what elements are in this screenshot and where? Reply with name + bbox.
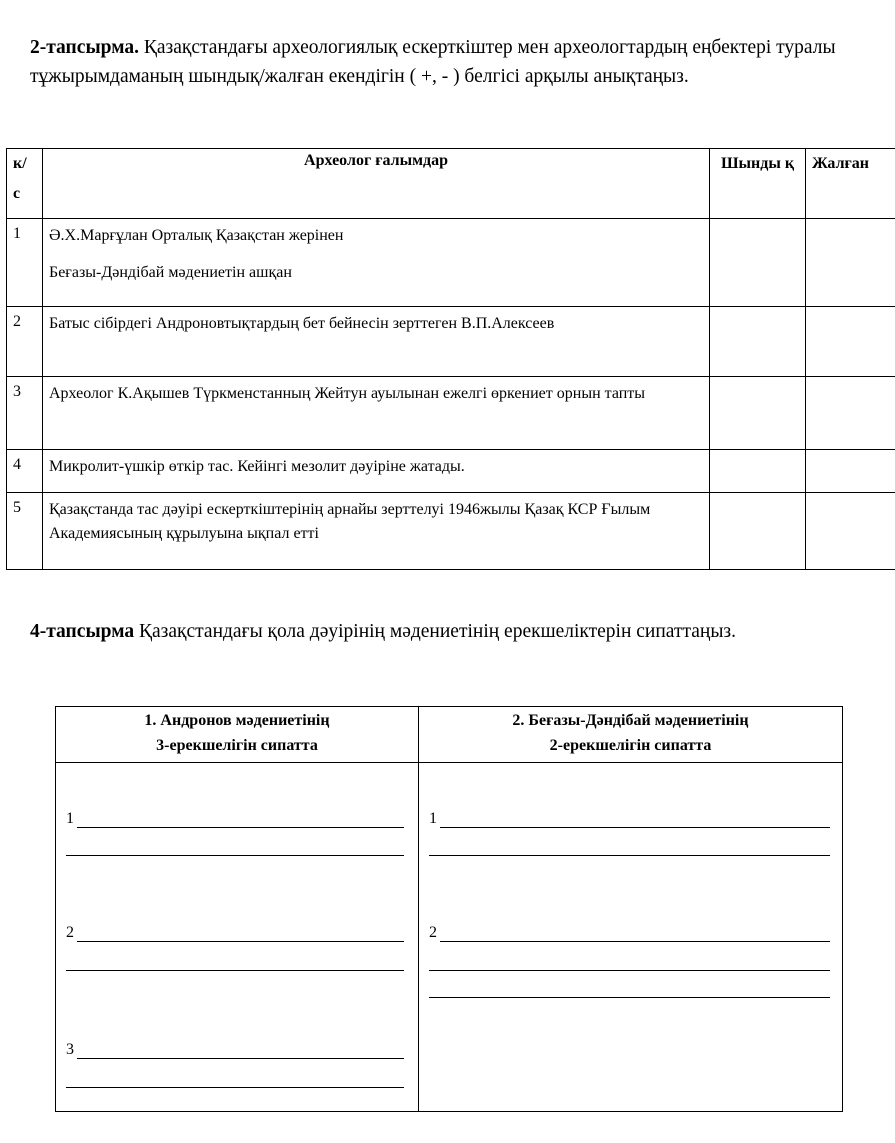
answer-line[interactable] xyxy=(77,827,404,828)
true-answer-cell[interactable] xyxy=(710,493,806,570)
table-row xyxy=(7,219,895,307)
answer-row xyxy=(56,763,843,1112)
true-answer-cell[interactable] xyxy=(710,450,806,493)
answer-number: 1 xyxy=(429,810,437,827)
answer-line[interactable] xyxy=(66,1087,404,1088)
number-column-header: к/ с xyxy=(7,149,43,219)
statement-cell: Микролит-үшкір өткір тас. Кейінгі мезолит дәуіріне жатады. xyxy=(43,450,710,493)
false-answer-cell[interactable] xyxy=(806,493,895,570)
true-false-table xyxy=(6,148,895,570)
false-column-header: Жалған xyxy=(806,149,895,219)
andronov-column-header: 1. Андронов мәдениетінің 3-ерекшелігін сипатта xyxy=(56,707,419,763)
begazy-column-header: 2. Беғазы-Дәндібай мәдениетінің 2-ерекшелігін сипатта xyxy=(419,707,843,763)
false-answer-cell[interactable] xyxy=(806,219,895,307)
task-4-instructions xyxy=(30,617,860,646)
task-2-text: Қазақстандағы археологиялық ескерткіштер мен археологтардың еңбектері туралы тұжырымдаманың шындық/жалған екендігін ( +, - ) белгісі арқылы анықтаңыз. xyxy=(30,37,836,87)
answer-line[interactable] xyxy=(429,855,830,856)
culture-features-table xyxy=(55,706,843,1112)
answer-number: 1 xyxy=(66,810,74,827)
table-row xyxy=(7,307,895,377)
answer-line[interactable] xyxy=(440,941,830,942)
answer-line[interactable] xyxy=(77,941,404,942)
answer-number: 2 xyxy=(429,924,437,941)
statement-line: Ә.Х.Марғұлан Орталық Қазақстан жерінен xyxy=(49,227,344,244)
false-answer-cell[interactable] xyxy=(806,307,895,377)
answer-line[interactable] xyxy=(77,1058,404,1059)
row-number: 3 xyxy=(7,377,43,450)
true-column-header: Шынды қ xyxy=(710,149,806,219)
table-header-row xyxy=(56,707,843,763)
answer-line[interactable] xyxy=(429,997,830,998)
row-number: 4 xyxy=(7,450,43,493)
false-answer-cell[interactable] xyxy=(806,450,895,493)
archaeologists-column-header: Археолог ғалымдар xyxy=(43,149,710,219)
false-answer-cell[interactable] xyxy=(806,377,895,450)
table-row xyxy=(7,450,895,493)
true-answer-cell[interactable] xyxy=(710,219,806,307)
answer-line[interactable] xyxy=(66,970,404,971)
statement-cell xyxy=(43,219,710,307)
table-row xyxy=(7,493,895,570)
statement-cell: Қазақстанда тас дәуірі ескерткіштерінің арнайы зерттелуі 1946жылы Қазақ КСР Ғылым Академиясының құрылуына ықпал етті xyxy=(43,493,710,570)
row-number: 1 xyxy=(7,219,43,307)
answer-number: 3 xyxy=(66,1041,74,1058)
row-number: 5 xyxy=(7,493,43,570)
statement-cell: Археолог К.Ақышев Түркменстанның Жейтун ауылынан ежелгі өркениет орнын тапты xyxy=(43,377,710,450)
answer-line[interactable] xyxy=(429,970,830,971)
answer-line[interactable] xyxy=(440,827,830,828)
answer-number: 2 xyxy=(66,924,74,941)
table-row xyxy=(7,377,895,450)
task-4-text: Қазақстандағы қола дәуірінің мәдениетінің ерекшеліктерін сипаттаңыз. xyxy=(134,621,737,642)
row-number: 2 xyxy=(7,307,43,377)
table-header-row xyxy=(7,149,895,219)
task-2-instructions xyxy=(30,33,860,91)
statement-cell: Батыс сібірдегі Андроновтықтардың бет бейнесін зерттеген В.П.Алексеев xyxy=(43,307,710,377)
true-answer-cell[interactable] xyxy=(710,377,806,450)
statement-line: Беғазы-Дәндібай мәдениетін ашқан xyxy=(49,264,292,281)
task-4-label: 4-тапсырма xyxy=(30,621,135,642)
andronov-answer-cell xyxy=(56,763,419,1112)
answer-line[interactable] xyxy=(66,855,404,856)
begazy-answer-cell xyxy=(419,763,843,1112)
true-answer-cell[interactable] xyxy=(710,307,806,377)
task-2-label: 2-тапсырма. xyxy=(30,37,139,58)
